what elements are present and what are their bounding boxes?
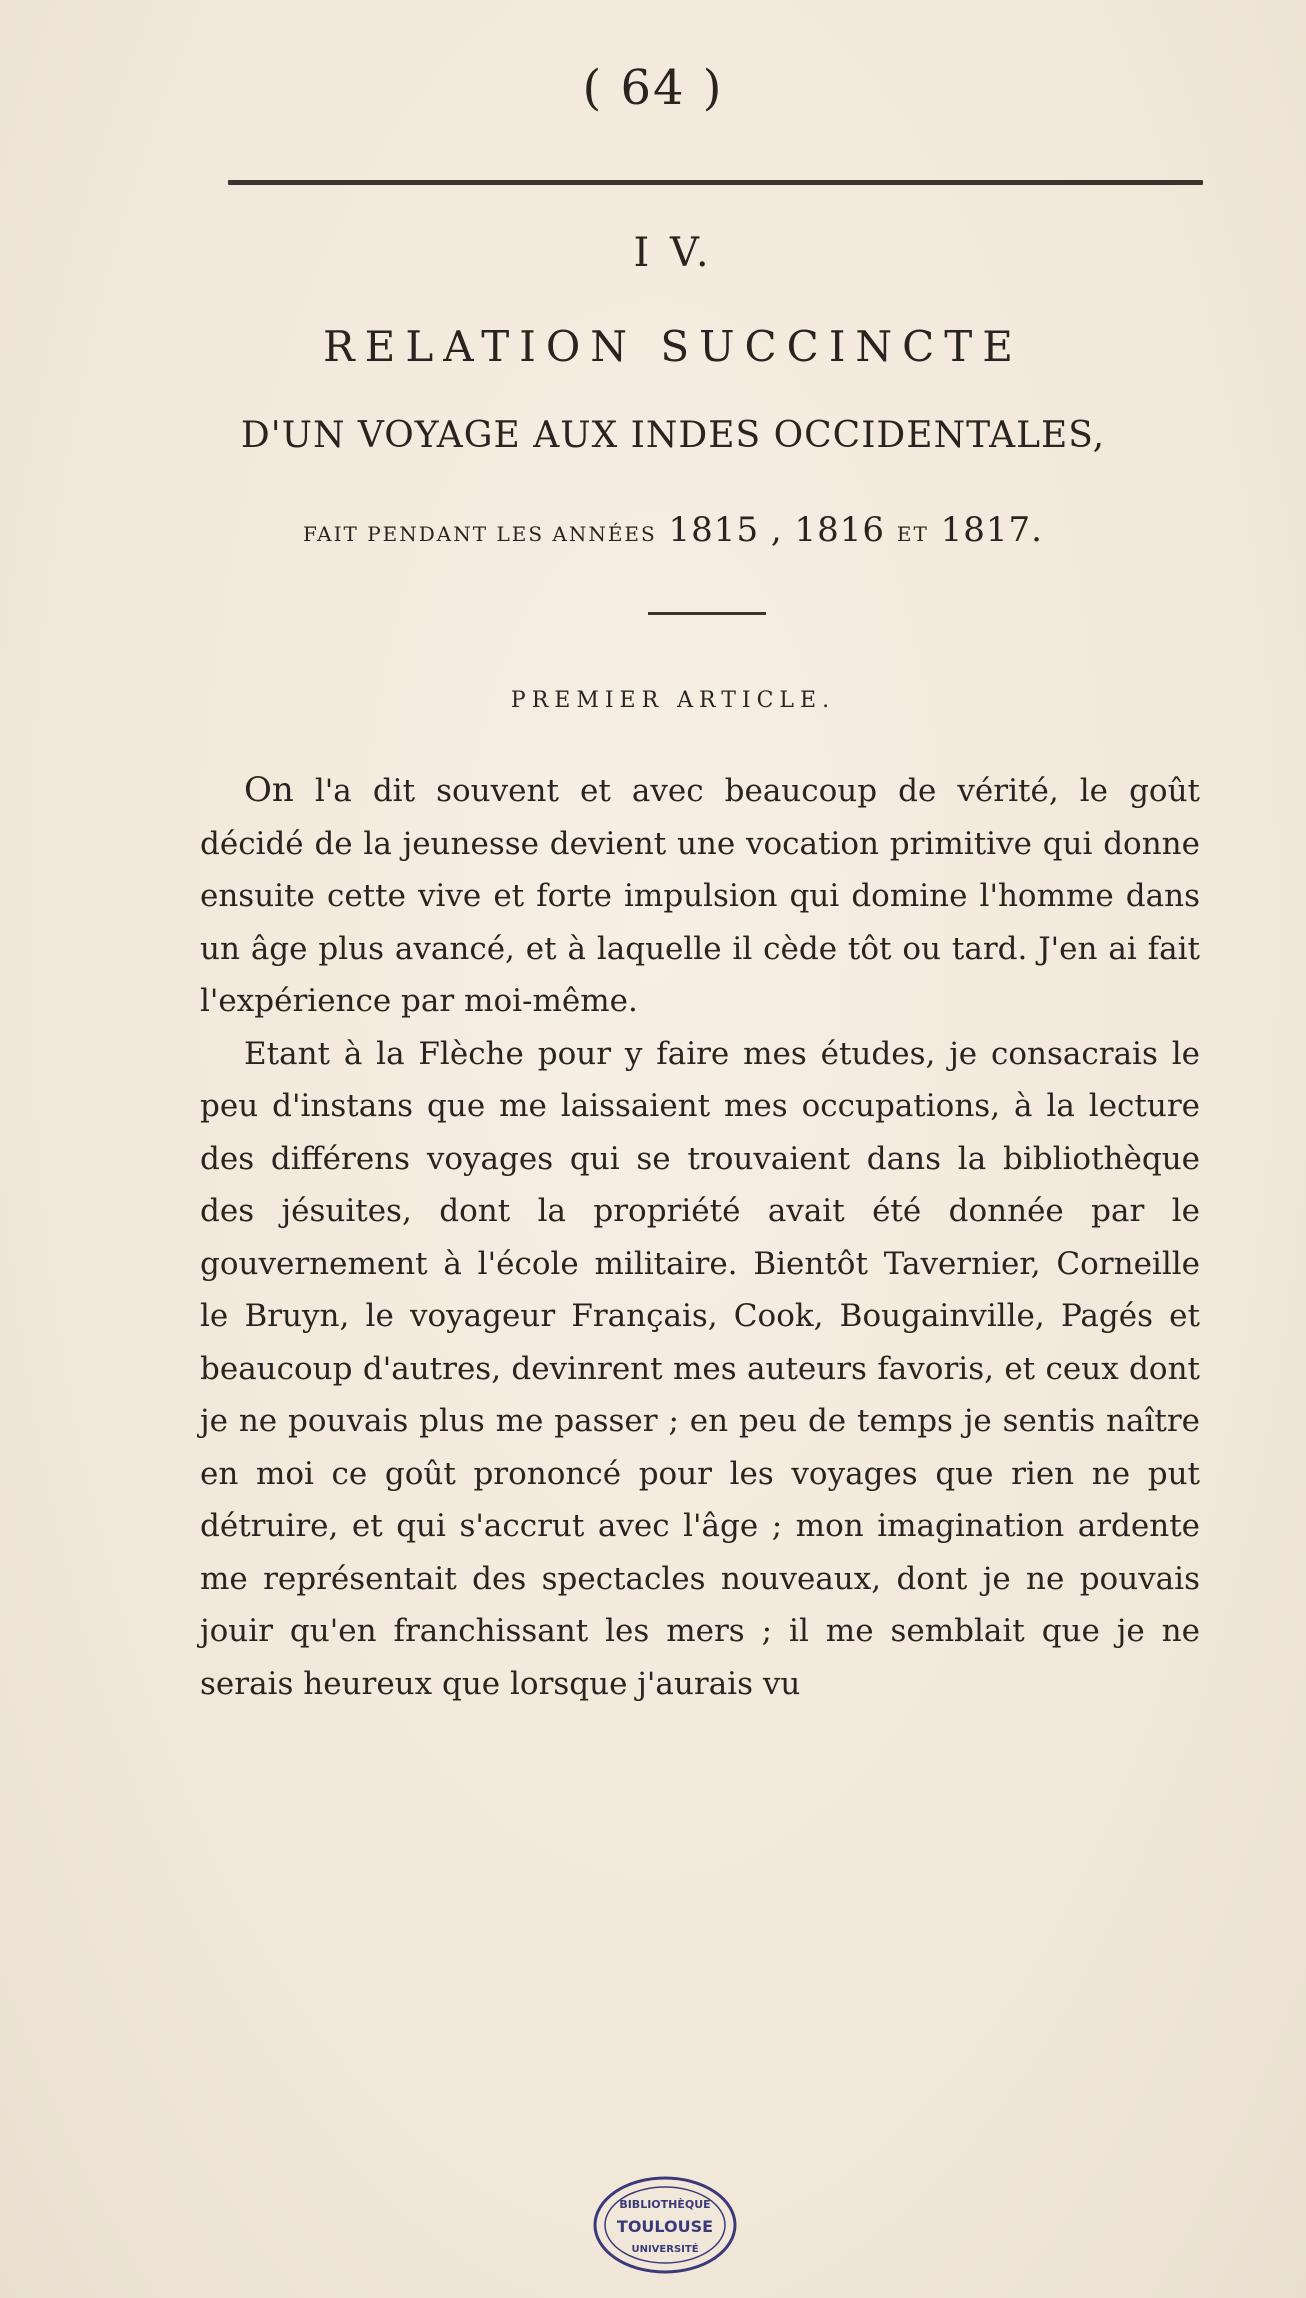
chapter-subtitle: D'UN VOYAGE AUX INDES OCCIDENTALES,	[240, 415, 1106, 456]
paragraph-1-text: l'a dit souvent et avec beaucoup de vérité, le goût décidé de la jeunesse devient une vocation primitive qui donne ensuite cette vive et forte impulsion qui domine l'homme dans un âge plus avancé, et à laquelle il cède tôt ou tard. J'en ai fait l'expérience par moi-même.	[200, 773, 1200, 1019]
library-stamp-graphic	[590, 2172, 740, 2278]
stamp-bottom-text: UNIVERSITÉ	[631, 2244, 699, 2255]
dateline-last-year: 1817.	[940, 510, 1043, 550]
dateline-conjunction: ET	[896, 522, 929, 546]
header-rule	[228, 180, 1203, 185]
dateline-years: 1815 , 1816	[668, 510, 886, 550]
library-stamp	[590, 2172, 740, 2278]
chapter-title: RELATION SUCCINCTE	[323, 322, 1023, 371]
paragraph-2: Etant à la Flèche pour y faire mes études, je consacrais le peu d'instans que me laissaient mes occupations, à la lecture des différens voyages qui se trouvaient dans la bibliothèque des jésuites, dont la propriété avait été donnée par le gouvernement à l'école militaire. Bientôt Tavernier, Corneille le Bruyn, le voyageur Français, Cook, Bougainville, Pagés et beaucoup d'autres, devinrent mes auteurs favoris, et ceux dont je ne pouvais plus me passer ; en peu de temps je sentis naître en moi ce goût prononcé pour les voyages que rien ne put détruire, et qui s'accrut avec l'âge ; mon imagination ardente me représentait des spectacles nouveaux, dont je ne pouvais jouir qu'en franchissant les mers ; il me semblait que je ne serais heureux que lorsque j'aurais vu	[200, 1035, 1200, 1702]
page-number: ( 64 )	[582, 60, 724, 116]
dateline	[0, 510, 1306, 550]
stamp-top-text: BIBLIOTHÈQUE	[619, 2198, 711, 2211]
body-text	[200, 764, 1200, 1710]
paragraph-1-first-word: On	[244, 770, 294, 810]
article-heading: PREMIER ARTICLE.	[510, 688, 836, 713]
stamp-middle-text: TOULOUSE	[616, 2217, 714, 2236]
dateline-prefix: FAIT PENDANT LES ANNÉES	[303, 522, 657, 546]
section-divider	[648, 612, 766, 615]
paragraph-1	[200, 764, 1200, 1028]
section-number: I V.	[633, 230, 713, 276]
